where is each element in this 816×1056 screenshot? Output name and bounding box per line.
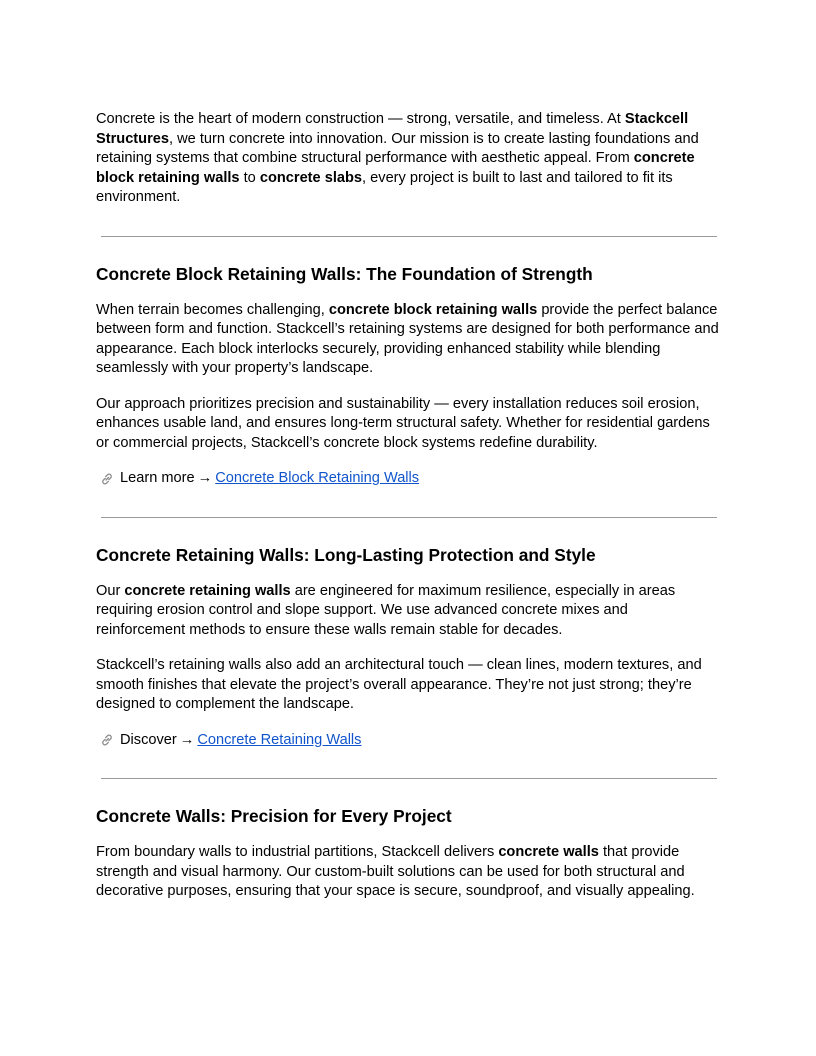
section-divider [101, 778, 717, 779]
paragraph-bold: concrete block retaining walls [328, 301, 538, 318]
concrete-retaining-walls-link[interactable]: Concrete Retaining Walls [197, 731, 362, 748]
intro-bold-3: concrete slabs [259, 169, 363, 186]
intro-bold-2: concrete block retaining walls [96, 150, 695, 186]
discover-label: Discover [120, 731, 177, 748]
section-heading: Concrete Block Retaining Walls: The Foundation of Strength [96, 263, 593, 284]
paragraph-text: Our [96, 582, 125, 599]
paragraph-bold: concrete walls [498, 844, 599, 860]
section-paragraph [96, 301, 720, 379]
section-divider [101, 517, 717, 518]
arrow-icon: → [179, 731, 195, 748]
section-paragraph [96, 843, 720, 902]
link-icon [99, 471, 115, 487]
paragraph-text: are engineered for maximum resilience, especially in areas requiring erosion control and slope support. We use advanced concrete mixes and reinforcement methods to ensure these walls remain stable for decades. [96, 582, 676, 638]
learn-more-line [96, 469, 720, 489]
section-paragraph: Stackcell’s retaining walls also add an architectural touch — clean lines, modern textures, and smooth finishes that elevate the project’s overall appearance. They’re not just strong; they’re designed to complement the landscape. [96, 657, 702, 712]
section-paragraph: Our approach prioritizes precision and sustainability — every installation reduces soil erosion, enhances usable land, and ensures long-term structural safety. Whether for residential gardens or commercial projects, Stackcell’s concrete block systems redefine durability. [96, 395, 710, 451]
section-heading: Concrete Walls: Precision for Every Project [96, 806, 452, 826]
paragraph-text: When terrain becomes challenging, [96, 301, 329, 318]
paragraph-text: provide the perfect balance between form and function. Stackcell’s retaining systems are designed for both performance and appearance. Each block interlocks securely, providing enhanced stability while blending seamlessly with your property’s landscape. [96, 301, 719, 376]
intro-text-4: , every project is built to last and tailored to fit its environment. [96, 169, 673, 205]
learn-more-label: Learn more [120, 470, 195, 486]
link-icon [99, 732, 115, 748]
paragraph-bold: concrete retaining walls [124, 582, 291, 599]
section-paragraph [96, 582, 720, 641]
intro-text-1: Concrete is the heart of modern construction — strong, versatile, and timeless. At [96, 111, 625, 127]
concrete-block-retaining-walls-link[interactable]: Concrete Block Retaining Walls [215, 470, 420, 486]
document-page [96, 110, 720, 902]
intro-paragraph [96, 110, 720, 208]
arrow-icon: → [197, 470, 213, 486]
intro-text-2: , we turn concrete into innovation. Our mission is to create lasting foundations and retaining systems that combine structural performance with aesthetic appeal. From [96, 130, 699, 166]
intro-text-3: to [239, 169, 260, 186]
section-divider [101, 236, 717, 237]
intro-bold-1: Stackcell Structures [96, 111, 689, 147]
paragraph-text: From boundary walls to industrial partitions, Stackcell delivers [96, 844, 499, 860]
section-heading: Concrete Retaining Walls: Long-Lasting Protection and Style [96, 544, 596, 565]
paragraph-text: that provide strength and visual harmony. Our custom-built solutions can be used for both structural and decorative purposes, ensuring that your space is secure, soundproof, and visually appealing. [96, 844, 695, 899]
discover-line [96, 731, 720, 751]
